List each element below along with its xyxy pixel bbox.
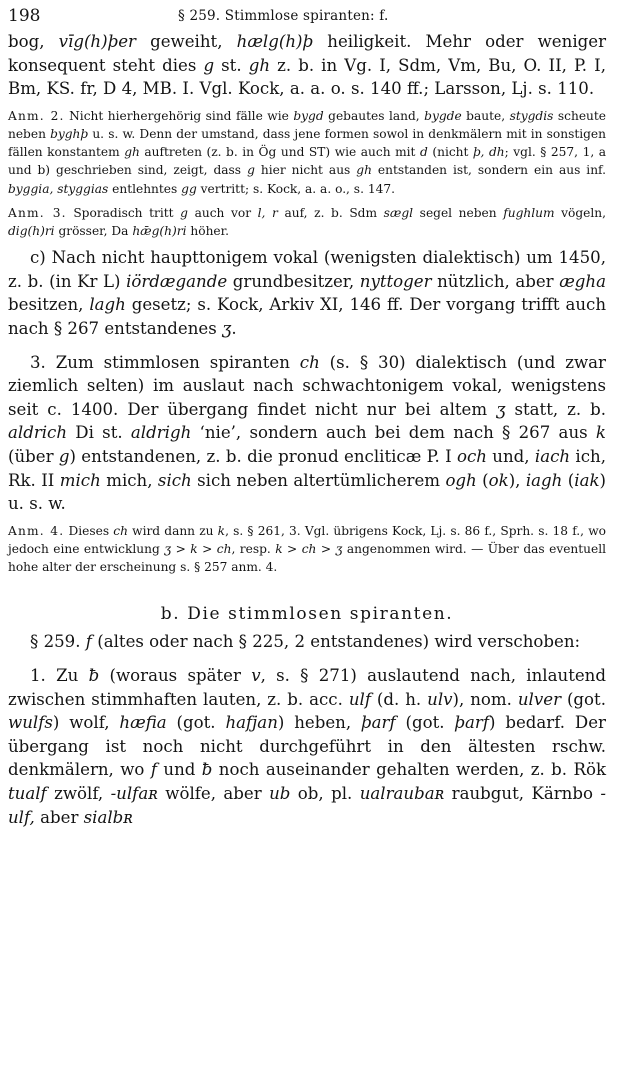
text-run: nützlich, aber	[431, 271, 560, 291]
italic-term: dig(h)ri	[8, 224, 55, 238]
text-run: (got.	[561, 689, 606, 709]
text-run: Di st.	[67, 423, 131, 443]
text-run: ) wolf,	[52, 713, 120, 733]
italic-term: ualraubaʀ	[359, 783, 445, 803]
italic-term: d	[420, 145, 428, 160]
italic-term: iagh	[525, 470, 563, 490]
italic-term: nyttoger	[359, 271, 432, 291]
text-run: (s. § 30) dialektisch (und zwar ziemlich selten) im auslaut nach schwachtonigem vokal, wenigstens seit c. 1400. Der übergang findet nicht nur bei altem	[8, 352, 606, 419]
text-run: z. b. in Vg. I, Sdm, Vm, Bu, O. II, P. I, Bm, KS. fr, D 4, MB. I. Vgl. Kock, a. a. o. s. 140 ff.; Larsson, Lj. s. 110.	[8, 55, 606, 99]
italic-term: ulv	[427, 689, 453, 709]
italic-term: fughlum	[503, 205, 555, 220]
italic-term: gg	[181, 181, 197, 196]
paragraph-3	[8, 351, 606, 516]
italic-term: lagh	[89, 295, 126, 315]
italic-term: g	[58, 446, 70, 466]
italic-term: g	[203, 55, 215, 75]
italic-term: iach	[534, 446, 571, 466]
text-run: § 259.	[30, 632, 86, 652]
page-number: 198	[8, 6, 41, 26]
page-header	[8, 0, 606, 30]
text-run: ),	[508, 470, 526, 490]
text-run: wölfe, aber	[157, 783, 270, 803]
italic-term: ogh	[445, 470, 477, 490]
text-run: mich,	[100, 470, 158, 490]
italic-term: ulf	[348, 689, 371, 709]
italic-term: sialbʀ	[83, 807, 133, 827]
text-run: grundbesitzer,	[227, 271, 360, 291]
italic-term: k > ch > ʒ	[275, 541, 343, 556]
text-run: scheute neben	[8, 108, 606, 141]
text-run: noch auseinander gehalten werden, z. b. Rök	[212, 760, 607, 780]
text-run: auf, z. b. Sdm	[277, 205, 384, 220]
italic-term: l, r	[257, 205, 278, 220]
book-page	[8, 0, 606, 829]
text-run: baute,	[461, 108, 510, 123]
italic-term: byggia, styggias	[8, 181, 109, 196]
text-run: 1. Zu	[30, 665, 89, 685]
text-run: bog,	[8, 32, 59, 51]
text-run: ‘nie’, sondern auch bei dem nach § 267 aus	[191, 423, 596, 443]
text-run: vertritt; s. Kock, a. a. o., s. 147.	[196, 181, 395, 196]
italic-term: tualf	[8, 783, 47, 803]
paragraph-c	[8, 246, 606, 340]
text-run: auftreten (z. b. in Ög und ST) wie auch mit	[139, 145, 420, 160]
italic-term: ʒ	[496, 399, 506, 419]
text-run: hier nicht aus	[254, 163, 357, 178]
italic-term: þarf	[454, 713, 489, 733]
text-run: ), nom.	[452, 689, 518, 709]
text-run: (nicht	[427, 145, 473, 160]
italic-term: bygde	[424, 108, 462, 123]
italic-term: iördægande	[126, 271, 228, 291]
text-run: ob, pl.	[290, 783, 360, 803]
text-run: (woraus später	[99, 665, 252, 685]
text-run: Sporadisch tritt	[66, 205, 181, 220]
text-run: , s. § 261, 3. Vgl. übrigens Kock, Lj. s. 86 f., Sprh. s. 18 f., wo jedoch eine entwicklung	[8, 523, 606, 556]
text-run: ) heben,	[277, 713, 362, 733]
running-head: § 259. Stimmlose spiranten: f.	[178, 8, 389, 24]
italic-term: þarf	[361, 713, 396, 733]
text-run: , s. § 271) auslautend nach, inlautend zwischen stimmhaften lauten, z. b. acc.	[8, 665, 606, 709]
italic-term: mich	[59, 470, 101, 490]
text-run: raubgut, Kärnbo	[444, 783, 601, 803]
italic-term: hafjan	[225, 713, 278, 733]
text-run: gesetz; s. Kock, Arkiv XI, 146 ff. Der vorgang trifft auch nach § 267 entstandenes	[8, 295, 607, 338]
text-run: Dieses	[64, 523, 114, 538]
italic-term: stygdis	[509, 108, 554, 123]
text-run: grösser, Da	[54, 224, 133, 238]
italic-term: bygd	[293, 108, 324, 123]
text-run: aber	[34, 807, 84, 827]
italic-term: ok	[488, 470, 509, 490]
italic-term: hæfia	[119, 713, 167, 733]
text-run: und	[156, 760, 202, 780]
text-run: ; vgl. § 257, 1, a und b) geschrieben sind, zeigt, dass	[8, 145, 606, 178]
italic-term: sægl	[383, 205, 414, 220]
text-run: ) bedarf. Der übergang ist noch nicht durchgeführt in den ältesten rschw. denkmälern, wo	[8, 713, 606, 780]
text-run: wird dann zu	[127, 523, 218, 538]
paragraph-259-1	[8, 664, 606, 829]
text-run: (got.	[395, 713, 455, 733]
italic-term: hǣg(h)ri	[132, 224, 187, 238]
italic-term: ch	[113, 523, 128, 538]
italic-term: gh	[124, 145, 140, 160]
italic-term: g	[180, 205, 188, 220]
text-run: entstanden ist, sondern ein aus inf.	[371, 163, 606, 178]
text-run: .	[231, 318, 237, 338]
text-run: st.	[214, 55, 249, 75]
italic-term: þ, dh	[472, 145, 505, 160]
text-run: (über	[8, 446, 59, 466]
text-run: , resp.	[231, 541, 276, 556]
text-run: sich neben altertümlicherem	[191, 470, 446, 490]
text-run: höher.	[186, 224, 229, 238]
paragraph-1	[8, 30, 606, 101]
text-run: statt, z. b.	[505, 399, 607, 419]
text-run: ) entstandenen, z. b. die pronud encliticæ P. I	[69, 446, 457, 466]
italic-term: ulver	[517, 689, 561, 709]
text-run: vögeln,	[554, 205, 606, 220]
text-run: geweiht,	[135, 32, 237, 51]
text-run: ich, Rk. II	[8, 446, 606, 490]
italic-term: sich	[157, 470, 192, 490]
text-run: gebautes land,	[323, 108, 425, 123]
text-run: (	[562, 470, 575, 490]
text-run: (d. h.	[370, 689, 428, 709]
italic-term: ƀ	[201, 760, 213, 780]
text-run: und,	[486, 446, 535, 466]
text-run: 3. Zum stimmlosen spiranten	[30, 352, 300, 372]
text-run: (	[476, 470, 489, 490]
text-run: c) Nach nicht haupttonigem vokal (wenigsten dialektisch) um 1450, z. b. (in Kr L)	[8, 248, 606, 291]
italic-term: gh	[356, 163, 372, 178]
italic-term: ʒ	[222, 318, 232, 338]
section-heading	[8, 604, 606, 624]
italic-term: -ulf,	[8, 783, 606, 827]
text-run: (altes oder nach § 225, 2 entstandenes) wird verschoben:	[91, 632, 581, 652]
text-run: segel neben	[413, 205, 504, 220]
text-run: ) u. s. w.	[8, 470, 607, 514]
text-run: Anm. 3.	[8, 205, 67, 220]
italic-term: -ulfaʀ	[110, 783, 158, 803]
italic-term: ægha	[559, 271, 607, 291]
text-run: Anm. 4.	[8, 523, 65, 538]
italic-term: k	[595, 423, 606, 443]
note-anm-2	[8, 107, 606, 198]
italic-term: wulfs	[8, 713, 53, 733]
italic-term: f	[150, 760, 157, 780]
text-run: heiligkeit. Mehr oder weniger konsequent steht dies	[8, 32, 606, 75]
note-anm-3	[8, 204, 606, 240]
italic-term: ʒ > k > ch	[164, 541, 232, 556]
text-run: angenommen wird. — Über das eventuell hohe alter der erscheinung s. § 257 anm. 4.	[8, 541, 607, 575]
text-run: Nicht hierhergehörig sind fälle wie	[64, 108, 294, 123]
italic-term: byghþ	[50, 126, 89, 141]
italic-term: f	[85, 632, 92, 652]
text-run: auch vor	[187, 205, 258, 220]
italic-term: iak	[574, 470, 600, 490]
note-anm-4	[8, 522, 606, 577]
text-run: u. s. w. Denn der umstand, dass jene formen sowol in denkmälern mit in sonstigen fällen konstantem	[8, 126, 606, 160]
italic-term: aldrigh	[130, 423, 192, 443]
text-run: zwölf,	[46, 783, 111, 803]
text-run: b. Die stimmlosen spiranten.	[160, 604, 454, 625]
italic-term: ub	[269, 783, 291, 803]
italic-term: gh	[248, 55, 271, 75]
text-run: Anm. 2.	[8, 108, 65, 123]
italic-term: g	[247, 163, 255, 178]
italic-term: vīg(h)þer	[58, 32, 136, 51]
text-run: besitzen,	[8, 295, 90, 315]
italic-term: ƀ	[88, 665, 100, 685]
italic-term: aldrich	[8, 423, 68, 443]
text-run: entlehntes	[108, 181, 182, 196]
italic-term: hælg(h)þ	[236, 32, 314, 51]
italic-term: v	[251, 665, 261, 685]
italic-term: k	[217, 523, 226, 538]
paragraph-259	[8, 630, 606, 654]
text-run: (got.	[166, 713, 226, 733]
italic-term: och	[456, 446, 487, 466]
italic-term: ch	[299, 352, 320, 372]
